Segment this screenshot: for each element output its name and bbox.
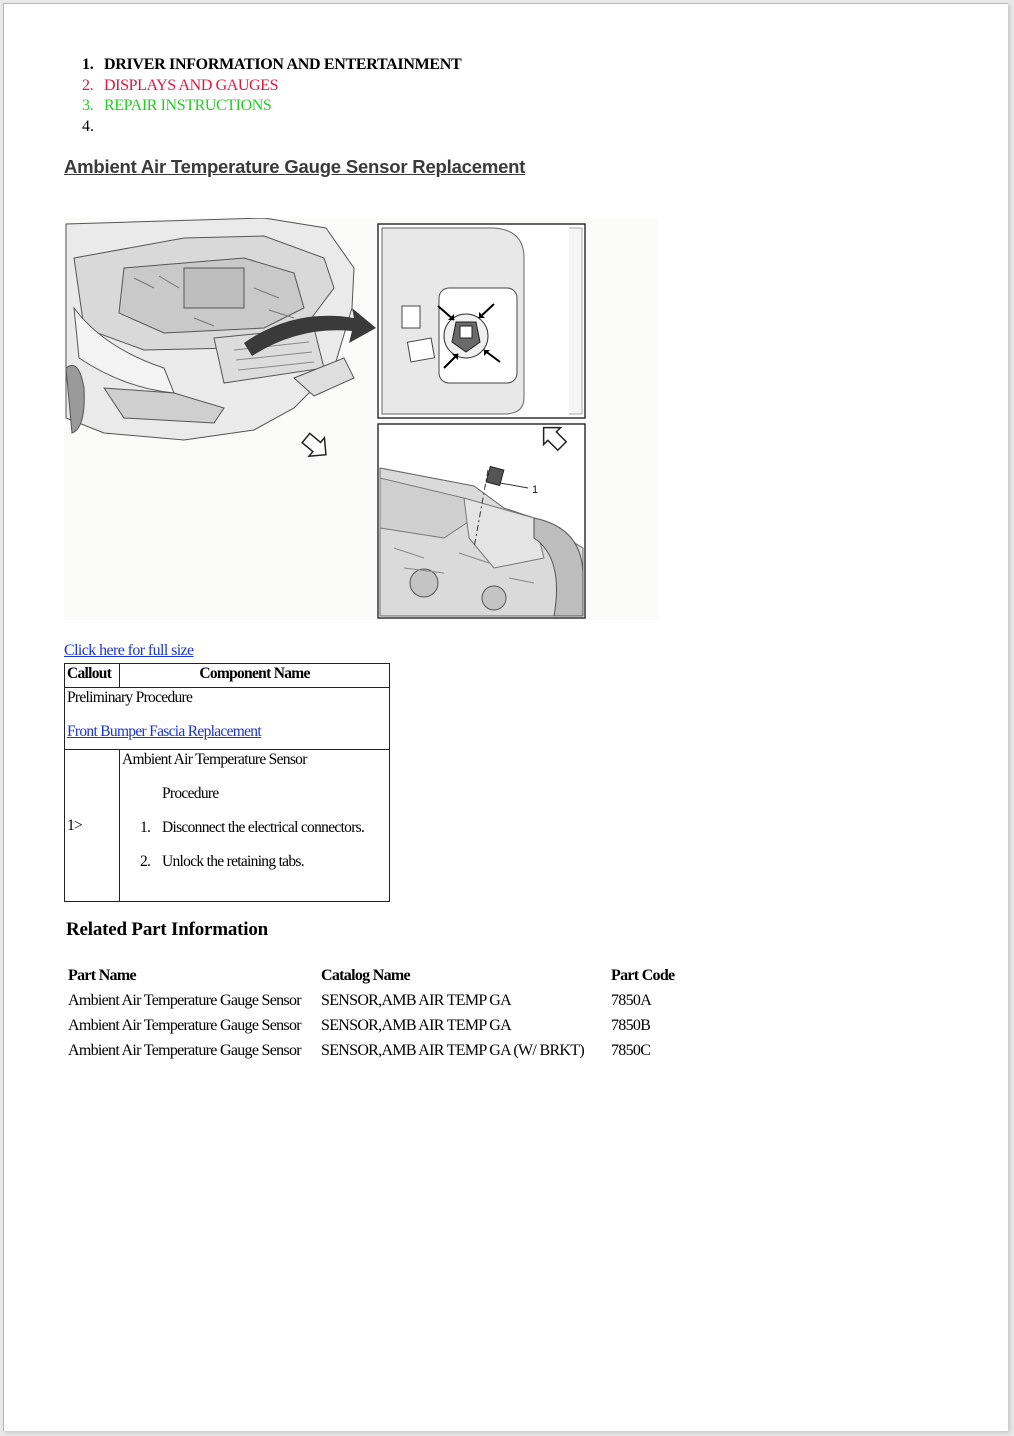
table-row [65, 750, 390, 902]
front-bumper-fascia-link[interactable]: Front Bumper Fascia Replacement [67, 723, 261, 740]
breadcrumb-item-1[interactable] [82, 55, 461, 76]
callout-table [64, 663, 390, 902]
catalog-name-cell: SENSOR,AMB AIR TEMP GA (W/ BRKT) [321, 1041, 584, 1059]
page-title: Ambient Air Temperature Gauge Sensor Replacement [64, 156, 526, 177]
catalog-name-cell: SENSOR,AMB AIR TEMP GA [321, 991, 511, 1009]
related-part-heading: Related Part Information [66, 919, 269, 940]
breadcrumb-label: REPAIR INSTRUCTIONS [104, 97, 272, 114]
breadcrumb-item-2[interactable] [82, 76, 461, 97]
breadcrumb [82, 55, 461, 137]
part-name-header: Part Name [68, 966, 136, 984]
breadcrumb-label: DRIVER INFORMATION AND ENTERTAINMENT [104, 56, 462, 73]
breadcrumb-label: DISPLAYS AND GAUGES [104, 76, 279, 94]
component-name-header: Component Name [120, 664, 390, 688]
preliminary-cell [65, 688, 390, 750]
illustration-drawing [64, 218, 658, 620]
preliminary-row [65, 688, 390, 750]
table-row [66, 988, 676, 1013]
step-text: Disconnect the electrical connectors. [162, 819, 365, 836]
part-name-cell: Ambient Air Temperature Gauge Sensor [68, 991, 301, 1009]
callout-cell [65, 750, 120, 902]
breadcrumb-item-4 [82, 117, 461, 138]
breadcrumb-number: 3. [82, 97, 94, 114]
preliminary-label: Preliminary Procedure [67, 689, 193, 706]
breadcrumb-number: 2. [82, 76, 94, 94]
sensor-detail-view [378, 224, 585, 418]
callout-number: 1 [532, 484, 539, 496]
catalog-name-cell: SENSOR,AMB AIR TEMP GA [321, 1016, 511, 1034]
component-cell [120, 750, 390, 902]
step-number: 1. [140, 819, 151, 836]
table-header-row [66, 963, 676, 988]
procedure-label: Procedure [162, 785, 219, 802]
list-item [140, 853, 387, 871]
step-number: 2. [140, 853, 151, 870]
table-header-row [65, 664, 390, 688]
breadcrumb-number: 1. [82, 56, 94, 73]
procedure-illustration [64, 218, 658, 620]
table-row [66, 1038, 676, 1063]
part-name-cell: Ambient Air Temperature Gauge Sensor [68, 1016, 301, 1034]
vehicle-front-arrow-icon [298, 429, 333, 464]
part-code-cell: 7850C [611, 1041, 651, 1059]
part-code-cell: 7850A [611, 991, 652, 1009]
part-code-header: Part Code [611, 966, 675, 984]
procedure-steps [122, 819, 387, 871]
part-name-cell: Ambient Air Temperature Gauge Sensor [68, 1041, 301, 1059]
catalog-name-header: Catalog Name [321, 966, 410, 984]
step-text: Unlock the retaining tabs. [162, 853, 304, 870]
document-page [3, 3, 1008, 1431]
breadcrumb-item-3[interactable] [82, 96, 461, 117]
related-parts-table [66, 963, 676, 1063]
component-name: Ambient Air Temperature Sensor [122, 751, 307, 768]
callout-value: 1> [67, 816, 83, 834]
table-row [66, 1013, 676, 1038]
full-size-link[interactable]: Click here for full size [64, 642, 194, 659]
breadcrumb-number: 4. [82, 117, 94, 135]
list-item [140, 819, 387, 837]
part-code-cell: 7850B [611, 1016, 651, 1034]
sensor-location-view [378, 419, 585, 618]
callout-header: Callout [65, 664, 120, 688]
